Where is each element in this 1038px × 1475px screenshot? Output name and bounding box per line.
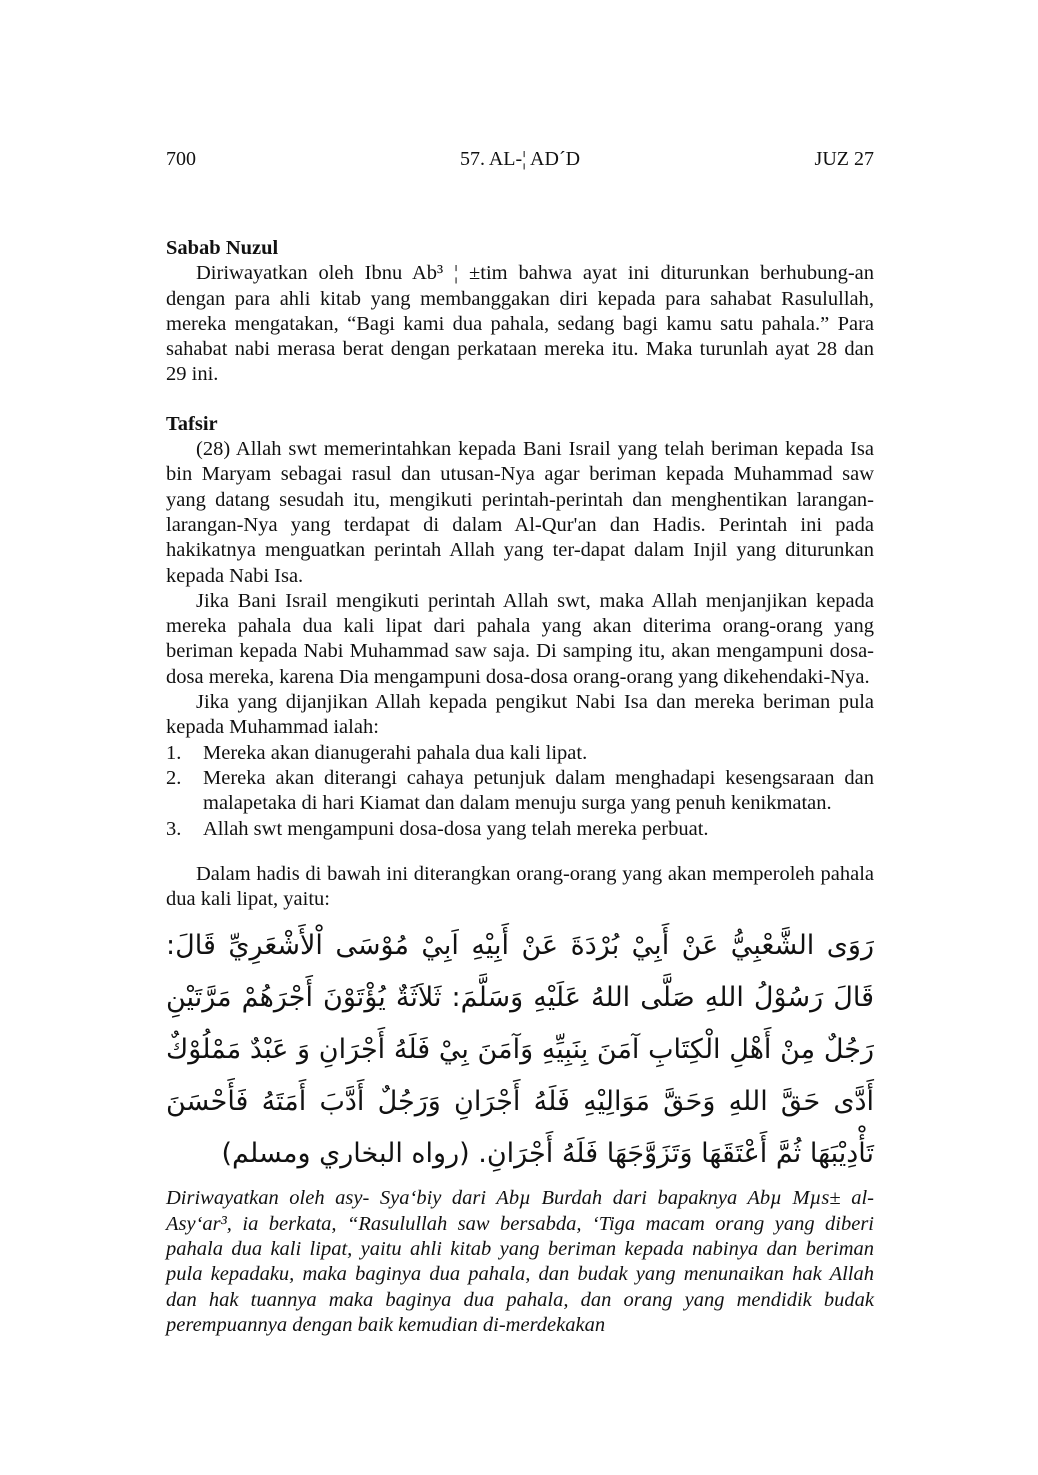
list-item (166, 817, 874, 842)
section-spacer (166, 842, 874, 862)
juz-label: JUZ 27 (814, 148, 874, 170)
list-item-number: 2. (166, 766, 182, 789)
main-content (166, 236, 874, 1338)
tafsir-paragraph-2: Jika Bani Israil mengikuti perintah Allah swt, maka Allah menjanjikan kepada mereka pahala dua kali lipat dari pahala yang akan diterima orang-orang yang beriman kepada Nabi Muhammad saw saja. Di samping itu, akan mengampuni dosa-dosa mereka, karena Dia mengampuni dosa-dosa orang-orang yang dikehendaki-Nya. (166, 589, 874, 688)
list-item-text: Mereka akan diterangi cahaya petunjuk dalam menghadapi kesengsaraan dan malapetaka di hari Kiamat dan dalam menuju surga yang penuh kenikmatan. (203, 766, 874, 815)
hadith-arabic-text: رَوَى الشَّعْبِيُّ عَنْ أَبِيْ بُرْدَةَ عَنْ أَبِيْهِ اَبِيْ مُوْسَى اْلأَشْعَرِيِّ قَالَ: قَالَ رَسُوْلُ اللهِ صَلَّى اللهُ عَلَيْهِ وَسَلَّمَ: ثَلاَثَةٌ يُؤْتَوْنَ أَجْرَهُمْ مَرَّتَيْنِ رَجُلٌ مِنْ أَهْلِ الْكِتَابِ آمَنَ بِنَبِيِّهِ وَآمَنَ بِيْ فَلَهُ أَجْرَانِ وَ عَبْدٌ مَمْلُوْكٌ أَدَّى حَقَّ اللهِ وَحَقَّ مَوَالِيْهِ فَلَهُ أَجْرَانِ وَرَجُلٌ أَدَّبَ أَمَتَهُ فَأَحْسَنَ تَأْدِيْبَهَا ثُمَّ أَعْتَقَهَا وَتَزَوَّجَهَا فَلَهُ أَجْرَانِ. (رواه البخاري ومسلم) (166, 930, 874, 1170)
sabab-nuzul-heading: Sabab Nuzul (166, 237, 279, 259)
surah-title: 57. AL-¦ AD´D (459, 148, 581, 170)
list-item-text: Mereka akan dianugerahi pahala dua kali lipat. (203, 741, 588, 764)
tafsir-paragraph-1: (28) Allah swt memerintahkan kepada Bani Israil yang telah beriman kepada Isa bin Maryam sebagai rasul dan utusan-Nya agar beriman kepada Muhammad saw yang datang sesudah itu, mengikuti perintah-perintah dan menghentikan larangan-larangan-Nya yang terdapat di dalam Al-Qur'an dan Hadis. Perintah ini pada hakikatnya menguatkan perintah Allah yang ter-dapat dalam Injil yang diturunkan kepada Nabi Isa. (166, 438, 874, 587)
hadith-translation: Diriwayatkan oleh asy- Sya‘biy dari Abµ Burdah dari bapaknya Abµ Mµs± al-Asy‘ar³, ia berkata, “Rasulullah saw bersabda, ‘Tiga macam orang yang diberi pahala dua kali lipat, yaitu ahli kitab yang beriman kepada nabinya dan beriman pula kepadaku, maka baginya dua pahala, dan budak yang menunaikan hak Allah dan hak tuannya maka baginya dua pahala, dan orang yang mendidik budak perempuannya dengan baik kemudian di-merdekakan (166, 1187, 874, 1336)
list-item (166, 766, 874, 817)
running-header (166, 146, 874, 172)
tafsir-paragraph-3: Jika yang dijanjikan Allah kepada pengikut Nabi Isa dan mereka beriman pula kepada Muhammad ialah: (166, 691, 874, 739)
promise-list (166, 741, 874, 842)
page-number: 700 (166, 148, 196, 170)
list-item-text: Allah swt mengampuni dosa-dosa yang telah mereka perbuat. (203, 817, 709, 840)
list-item-number: 3. (166, 817, 182, 840)
tafsir-heading: Tafsir (166, 412, 218, 435)
list-item-number: 1. (166, 741, 182, 764)
tafsir-paragraph-4: Dalam hadis di bawah ini diterangkan orang-orang yang akan memperoleh pahala dua kali lipat, yaitu: (166, 862, 874, 911)
section-spacer (166, 388, 874, 412)
sabab-nuzul-paragraph: Diriwayatkan oleh Ibnu Ab³ ¦ ±tim bahwa ayat ini diturunkan berhubung-an dengan para ahli kitab yang membanggakan diri kepada para sahabat Rasulullah, mereka mengatakan, “Bagi kami dua pahala, sedang bagi kamu satu pahala.” Para sahabat nabi merasa berat dengan perkataan mereka itu. Maka turunlah ayat 28 dan 29 ini. (166, 262, 874, 386)
list-item (166, 741, 874, 766)
